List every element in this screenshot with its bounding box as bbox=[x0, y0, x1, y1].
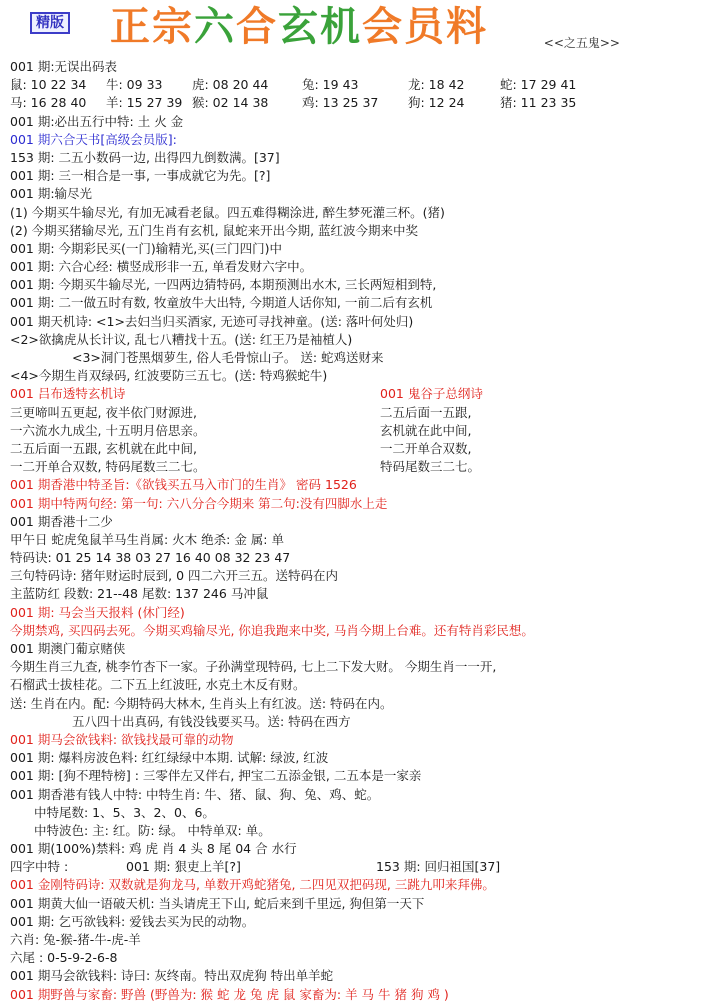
zodiac-header: 001 期:无误出码表 bbox=[10, 59, 118, 74]
text-line: 001 金刚特码诗: 双数就是狗龙马, 单数开鸡蛇猪兔, 二四见双把码现, 三跳九叩来拜佛。 bbox=[10, 877, 495, 893]
zodiac-cell: 虎: 08 20 44 bbox=[192, 77, 269, 93]
text-line: 001 期: 爆料房波色料: 红红绿绿中本期. 试解: 绿波, 红波 bbox=[10, 750, 329, 766]
title-part: 会 bbox=[362, 4, 404, 50]
poem-row bbox=[10, 404, 696, 422]
header bbox=[0, 0, 702, 60]
title-part: 员 bbox=[404, 4, 446, 50]
text-line: 001 期香港有钱人中特: 中特生肖: 牛、猪、鼠、狗、兔、鸡、蛇。 bbox=[10, 786, 380, 802]
text-line: 001 期: [狗不理特榜] : 三零伴左又伴右, 押宝二五添金银, 二五本是一家亲 bbox=[10, 768, 422, 784]
title-part: 六 bbox=[194, 4, 236, 50]
text-line: 主蓝防红 段数: 21--48 尾数: 137 246 马冲鼠 bbox=[10, 586, 269, 602]
section-heading: 001 期马会欲钱料: 欲钱找最可靠的动物 bbox=[10, 731, 234, 747]
four-zodiac-row bbox=[10, 858, 696, 876]
poem-row bbox=[10, 440, 696, 458]
section-heading: 001 期: 马会当天报料 (休门经) bbox=[10, 604, 185, 620]
text-line: 001 期马会欲钱料: 诗曰: 灰终南。特出双虎狗 特出单羊蛇 bbox=[10, 968, 334, 984]
zodiac-cell: 兔: 19 43 bbox=[302, 77, 359, 93]
zodiac-row bbox=[10, 76, 696, 94]
text-line: 001 期黄大仙一语破天机: 当头请虎王下山, 蛇后来到千里远, 狗但第一天下 bbox=[10, 895, 425, 911]
text-line: 五八四十出真码, 有钱没钱要买马。送: 特码在西方 bbox=[72, 713, 351, 729]
text-line: 001 期中特两句经: 第一句: 六八分合今期来 第二句:没有四脚水上走 bbox=[10, 495, 388, 511]
page-title bbox=[110, 2, 488, 52]
zodiac-cell: 龙: 18 42 bbox=[408, 77, 465, 93]
zodiac-cell: 鼠: 10 22 34 bbox=[10, 77, 87, 93]
four-zodiac-previous: 153 期: 回归祖国[37] bbox=[376, 859, 501, 875]
text-line: 001 期: 二一做五时有数, 牧童放牛大出特, 今期道人话你知, 一前二后有玄机 bbox=[10, 295, 433, 311]
title-tag: <<之五鬼>> bbox=[543, 36, 620, 50]
text-line: (2) 今期买猪输尽光, 五门生肖有玄机, 鼠蛇来开出今期, 蓝红波今期来中奖 bbox=[10, 222, 419, 238]
text-line: 001 期: 今期彩民买(一门)输精光,买(三门四门)中 bbox=[10, 240, 282, 256]
section-heading: 001 期澳门葡京赌侠 bbox=[10, 641, 126, 656]
poem-row bbox=[10, 458, 696, 476]
text-line: (1) 今期买牛输尽光, 有加无减看老鼠。四五难得糊涂进, 醉生梦死灌三杯。(猪) bbox=[10, 204, 445, 220]
text-line: 今期禁鸡, 买四码去死。今期买鸡输尽光, 你追我跑来中奖, 马肖今期上台难。还有特肖彩民想。 bbox=[10, 622, 534, 638]
poem-line-left: 二五后面一五跟, 玄机就在此中间, bbox=[10, 440, 197, 456]
text-line: 001 期天机诗: <1>去妇当归买酒家, 无迹可寻找神童。(送: 落叶何处归) bbox=[10, 313, 414, 329]
section-heading: 001 期六合天书[高级会员版]: bbox=[10, 131, 177, 147]
text-line: <2>欲擒虎从长计议, 乱七八糟找十五。(送: 红王乃是袖植人) bbox=[10, 331, 353, 347]
title-part: 正宗 bbox=[110, 4, 194, 50]
four-zodiac-label: 四字中特 : bbox=[10, 859, 69, 875]
text-line: 001 期: 今期买牛输尽光, 一四两边猜特码, 本期预测出水木, 三长两短相到特, bbox=[10, 277, 437, 293]
zodiac-cell: 狗: 12 24 bbox=[408, 95, 465, 111]
section-heading: 001 期香港十二少 bbox=[10, 513, 113, 529]
poem-line-left: 一六流水九成尘, 十五明月倍思亲。 bbox=[10, 422, 206, 438]
text-line: 六尾 : 0-5-9-2-6-8 bbox=[10, 950, 118, 966]
text-line: 送: 生肖在内。配: 今期特码大林木, 生肖头上有红波。送: 特码在内。 bbox=[10, 695, 393, 711]
text-line: 中特尾数: 1、5、3、2、0、6。 bbox=[34, 804, 215, 820]
text-line: 001 期香港中特圣旨:《欲钱买五马入市门的生肖》 密码 1526 bbox=[10, 477, 357, 493]
text-line: 153 期: 二五小数码一边, 出得四九倒数满。[37] bbox=[10, 149, 280, 165]
text-line: 六肖: 兔-猴-猪-牛-虎-羊 bbox=[10, 932, 141, 947]
text-line: 特码诀: 01 25 14 38 03 27 16 40 08 32 23 47 bbox=[10, 550, 291, 566]
poem-titles bbox=[10, 385, 696, 403]
text-line: 001 期: 三一相合是一事, 一事成就它为先。[?] bbox=[10, 168, 271, 184]
text-line: <4>今期生肖双绿码, 红波要防三五七。(送: 特鸡猴蛇牛) bbox=[10, 368, 328, 384]
text-line: 001 期: 六合心经: 横竖成形非一五, 单看发财六字中。 bbox=[10, 259, 313, 275]
text-line: 石榴武士拔桂花。二下五上红波旺, 水克土木反有财。 bbox=[10, 677, 306, 693]
poem-row bbox=[10, 422, 696, 440]
poem-line-left: 三更啼叫五更起, 夜半依门财源进, bbox=[10, 404, 197, 420]
text-line: 001 期:必出五行中特: 土 火 金 bbox=[10, 113, 184, 129]
text-line: 今期生肖三九查, 桃李竹杏下一家。子孙满堂现特码, 七上二下发大财。 今期生肖一一开, bbox=[10, 659, 497, 675]
poem-title-left: 001 吕布透特玄机诗 bbox=[10, 386, 126, 402]
poem-line-right: 玄机就在此中间, bbox=[380, 422, 472, 438]
poem-line-left: 一二开单合双数, 特码尾数三二七。 bbox=[10, 459, 206, 475]
content bbox=[10, 58, 696, 1004]
text-line: 三句特码诗: 猪年财运时辰到, 0 四二六开三五。送特码在内 bbox=[10, 568, 339, 584]
zodiac-row bbox=[10, 94, 696, 112]
zodiac-cell: 羊: 15 27 39 bbox=[106, 95, 183, 111]
zodiac-cell: 牛: 09 33 bbox=[106, 77, 163, 93]
zodiac-cell: 猴: 02 14 38 bbox=[192, 95, 269, 111]
text-line: 001 期: 乞丐欲钱料: 爱钱去买为民的动物。 bbox=[10, 913, 255, 929]
poem-line-right: 特码尾数三二七。 bbox=[380, 459, 481, 475]
edition-badge: 精版 bbox=[30, 12, 70, 34]
poem-title-right: 001 鬼谷子总纲诗 bbox=[380, 386, 483, 402]
text-line: 中特波色: 主: 红。防: 绿。 中特单双: 单。 bbox=[34, 822, 271, 838]
zodiac-cell: 马: 16 28 40 bbox=[10, 95, 87, 111]
poem-line-right: 一二开单合双数, bbox=[380, 440, 472, 456]
text-line: 001 期野兽与家畜: 野兽 (野兽为: 猴 蛇 龙 兔 虎 鼠 家畜为: 羊 马 牛 猪 狗 鸡 ) bbox=[10, 986, 449, 1002]
zodiac-cell: 鸡: 13 25 37 bbox=[302, 95, 379, 111]
poem-line-right: 二五后面一五跟, bbox=[380, 404, 472, 420]
text-line: 001 期(100%)禁料: 鸡 虎 肖 4 头 8 尾 04 合 水行 bbox=[10, 841, 297, 857]
four-zodiac-current: 001 期: 狠吏上羊[?] bbox=[126, 859, 241, 875]
title-part: 合 bbox=[236, 4, 278, 50]
title-part: 料 bbox=[446, 4, 488, 50]
zodiac-cell: 蛇: 17 29 41 bbox=[500, 77, 577, 93]
zodiac-cell: 猪: 11 23 35 bbox=[500, 95, 577, 111]
section-heading: 001 期:输尽光 bbox=[10, 186, 93, 202]
text-line: <3>洞门苍黑烟萝生, 俗人毛骨惊山子。 送: 蛇鸡送财来 bbox=[72, 350, 384, 365]
title-part: 玄机 bbox=[278, 4, 362, 50]
text-line: 甲午日 蛇虎兔鼠羊马生肖属: 火木 绝杀: 金 属: 单 bbox=[10, 531, 284, 547]
